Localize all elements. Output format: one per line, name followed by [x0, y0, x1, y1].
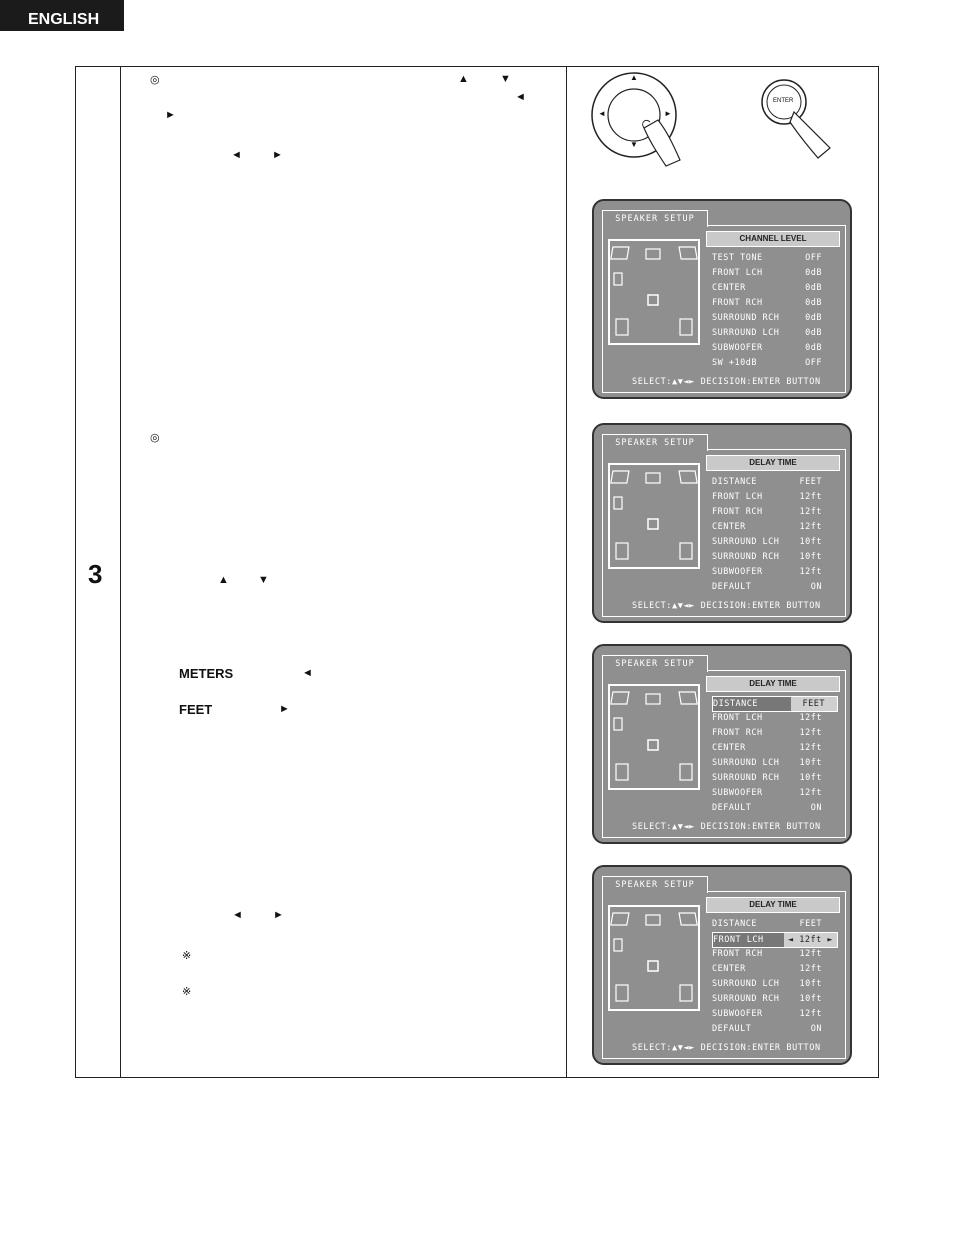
osd-row-value: 0dB	[805, 343, 822, 353]
enter-label: ENTER	[773, 98, 794, 104]
osd-row-name: SW +10dB	[712, 358, 757, 368]
speaker-icons	[610, 241, 698, 343]
osd-footer: SELECT:▲▼◄► DECISION:ENTER BUTTON	[632, 601, 821, 611]
left-arrow-icon: ◄	[302, 667, 313, 679]
bullet-mark: ◎	[150, 432, 160, 444]
osd-footer: SELECT:▲▼◄► DECISION:ENTER BUTTON	[632, 822, 821, 832]
osd-row-value: ON	[810, 582, 822, 592]
pad-left-icon: ◄	[598, 109, 606, 118]
osd-menu-row[interactable]	[712, 917, 836, 931]
osd-row-name: FRONT LCH	[712, 268, 763, 278]
osd-menu-row[interactable]	[712, 947, 836, 961]
osd-row-value: 0dB	[805, 328, 822, 338]
osd-menu-row[interactable]	[712, 932, 838, 948]
osd-row-name: SUBWOOFER	[712, 567, 763, 577]
left-arrow-icon: ◄	[515, 91, 526, 103]
osd-tab: SPEAKER SETUP	[602, 876, 708, 893]
osd-row-value: 0dB	[805, 268, 822, 278]
osd-row-name: DEFAULT	[712, 582, 752, 592]
osd-menu-title: DELAY TIME	[706, 455, 840, 471]
osd-row-value: 12ft	[799, 964, 822, 974]
osd-row-name: CENTER	[712, 283, 746, 293]
speaker-layout	[608, 905, 700, 1011]
down-arrow-icon: ▼	[500, 73, 511, 85]
step-number-column	[76, 67, 121, 1077]
osd-row-value: 10ft	[799, 552, 822, 562]
osd-row-name: DEFAULT	[712, 803, 752, 813]
osd-row-name: TEST TONE	[712, 253, 763, 263]
osd-row-value: 10ft	[799, 773, 822, 783]
osd-row-value: 12ft	[799, 743, 822, 753]
osd-row-value: 0dB	[805, 298, 822, 308]
speaker-layout	[608, 463, 700, 569]
osd-menu-title: CHANNEL LEVEL	[706, 231, 840, 247]
osd-menu-row[interactable]	[712, 756, 836, 770]
osd-row-value: 12ft	[799, 713, 822, 723]
osd-row-value: 12ft	[799, 507, 822, 517]
osd-menu-row[interactable]	[712, 490, 836, 504]
pad-down-icon: ▼	[630, 140, 638, 149]
osd-row-name: SURROUND LCH	[712, 758, 780, 768]
osd-row-name: FRONT RCH	[712, 298, 763, 308]
osd-row-value: FEET	[799, 477, 822, 487]
osd-row-value: FEET	[799, 919, 822, 929]
osd-row-value: 10ft	[799, 758, 822, 768]
osd-row-value: 10ft	[799, 979, 822, 989]
osd-row-name: SURROUND RCH	[712, 552, 780, 562]
osd-row-name: FRONT LCH	[712, 713, 763, 723]
down-arrow-icon: ▼	[258, 574, 269, 586]
osd-menu-row[interactable]	[712, 356, 836, 370]
osd-row-value: 12ft	[799, 567, 822, 577]
osd-row-name: DEFAULT	[712, 1024, 752, 1034]
osd-row-value: 10ft	[799, 537, 822, 547]
osd-menu-row[interactable]	[712, 711, 836, 725]
osd-row-name: SUBWOOFER	[712, 788, 763, 798]
osd-menu-row[interactable]	[712, 520, 836, 534]
osd-row-name: SURROUND RCH	[712, 313, 780, 323]
osd-row-value: 12ft	[799, 949, 822, 959]
osd-menu-title: DELAY TIME	[706, 897, 840, 913]
right-arrow-icon: ►	[279, 703, 290, 715]
column-divider	[566, 67, 567, 1077]
speaker-icons	[610, 686, 698, 788]
osd-row-name: FRONT RCH	[712, 949, 763, 959]
osd-row-value: FEET	[791, 697, 837, 711]
speaker-icons	[610, 465, 698, 567]
osd-menu-row[interactable]	[712, 696, 838, 712]
right-arrow-icon: ►	[273, 909, 284, 921]
osd-menu-row[interactable]	[712, 326, 836, 340]
osd-menu-title: DELAY TIME	[706, 676, 840, 692]
feet-label: FEET	[179, 702, 213, 717]
osd-row-value: 0dB	[805, 313, 822, 323]
osd-row-name: CENTER	[712, 964, 746, 974]
osd-row-name: FRONT LCH	[713, 935, 764, 945]
osd-row-value: 10ft	[799, 994, 822, 1004]
osd-menu-row[interactable]	[712, 535, 836, 549]
osd-footer: SELECT:▲▼◄► DECISION:ENTER BUTTON	[632, 377, 821, 387]
osd-row-name: DISTANCE	[713, 699, 758, 709]
osd-row-value: 12ft	[799, 492, 822, 502]
osd-row-name: SURROUND RCH	[712, 994, 780, 1004]
osd-screen	[592, 644, 852, 844]
osd-row-name: DISTANCE	[712, 919, 757, 929]
osd-menu-row[interactable]	[712, 741, 836, 755]
osd-row-name: DISTANCE	[712, 477, 757, 487]
osd-row-value: ON	[810, 803, 822, 813]
cursor-pad-illustration	[588, 70, 698, 174]
osd-tab: SPEAKER SETUP	[602, 434, 708, 451]
osd-row-value: 12ft	[799, 728, 822, 738]
osd-menu-row[interactable]	[712, 801, 836, 815]
osd-row-value: 12ft	[799, 1009, 822, 1019]
osd-row-name: FRONT RCH	[712, 728, 763, 738]
note-mark: ※	[182, 950, 192, 962]
osd-menu-row[interactable]	[712, 992, 836, 1006]
osd-row-name: FRONT LCH	[712, 492, 763, 502]
osd-menu-row[interactable]	[712, 771, 836, 785]
bullet-mark: ◎	[150, 74, 160, 86]
osd-row-name: CENTER	[712, 522, 746, 532]
osd-menu-row[interactable]	[712, 296, 836, 310]
osd-footer: SELECT:▲▼◄► DECISION:ENTER BUTTON	[632, 1043, 821, 1053]
osd-menu-row[interactable]	[712, 786, 836, 800]
osd-screen	[592, 423, 852, 623]
step-number: 3	[88, 559, 103, 589]
osd-menu-row[interactable]	[712, 550, 836, 564]
osd-screen	[592, 865, 852, 1065]
osd-menu-row[interactable]	[712, 565, 836, 579]
osd-row-name: CENTER	[712, 743, 746, 753]
right-arrow-icon: ►	[272, 149, 283, 161]
osd-menu-row[interactable]	[712, 311, 836, 325]
language-tab: ENGLISH	[0, 0, 124, 31]
left-arrow-icon: ◄	[231, 149, 242, 161]
speaker-layout	[608, 239, 700, 345]
osd-row-name: SURROUND LCH	[712, 537, 780, 547]
left-arrow-icon: ◄	[232, 909, 243, 921]
osd-menu-row[interactable]	[712, 580, 836, 594]
speaker-icons	[610, 907, 698, 1009]
osd-menu-row[interactable]	[712, 726, 836, 740]
osd-row-name: SURROUND LCH	[712, 979, 780, 989]
osd-tab: SPEAKER SETUP	[602, 655, 708, 672]
osd-row-name: FRONT RCH	[712, 507, 763, 517]
osd-row-name: SUBWOOFER	[712, 343, 763, 353]
osd-menu-row[interactable]	[712, 962, 836, 976]
meters-label: METERS	[179, 666, 234, 681]
osd-row-name: SUBWOOFER	[712, 1009, 763, 1019]
osd-row-name: SURROUND LCH	[712, 328, 780, 338]
osd-row-value: 12ft	[799, 788, 822, 798]
osd-menu-row[interactable]	[712, 1022, 836, 1036]
osd-tab: SPEAKER SETUP	[602, 210, 708, 227]
up-arrow-icon: ▲	[458, 73, 469, 85]
osd-menu-row[interactable]	[712, 1007, 836, 1021]
enter-button-illustration	[760, 78, 842, 164]
osd-screen	[592, 199, 852, 399]
osd-row-value: ◄ 12ft ►	[784, 933, 837, 947]
osd-menu-row[interactable]	[712, 281, 836, 295]
pad-right-icon: ►	[664, 109, 672, 118]
speaker-layout	[608, 684, 700, 790]
osd-menu-row[interactable]	[712, 977, 836, 991]
right-arrow-icon: ►	[165, 109, 176, 121]
osd-row-name: SURROUND RCH	[712, 773, 780, 783]
osd-menu-row[interactable]	[712, 341, 836, 355]
osd-row-value: OFF	[805, 253, 822, 263]
osd-row-value: OFF	[805, 358, 822, 368]
note-mark: ※	[182, 986, 192, 998]
osd-row-value: 12ft	[799, 522, 822, 532]
pad-up-icon: ▲	[630, 73, 638, 82]
osd-menu-row[interactable]	[712, 266, 836, 280]
up-arrow-icon: ▲	[218, 574, 229, 586]
osd-row-value: ON	[810, 1024, 822, 1034]
osd-row-value: 0dB	[805, 283, 822, 293]
osd-menu-row[interactable]	[712, 251, 836, 265]
osd-menu-row[interactable]	[712, 505, 836, 519]
osd-menu-row[interactable]	[712, 475, 836, 489]
